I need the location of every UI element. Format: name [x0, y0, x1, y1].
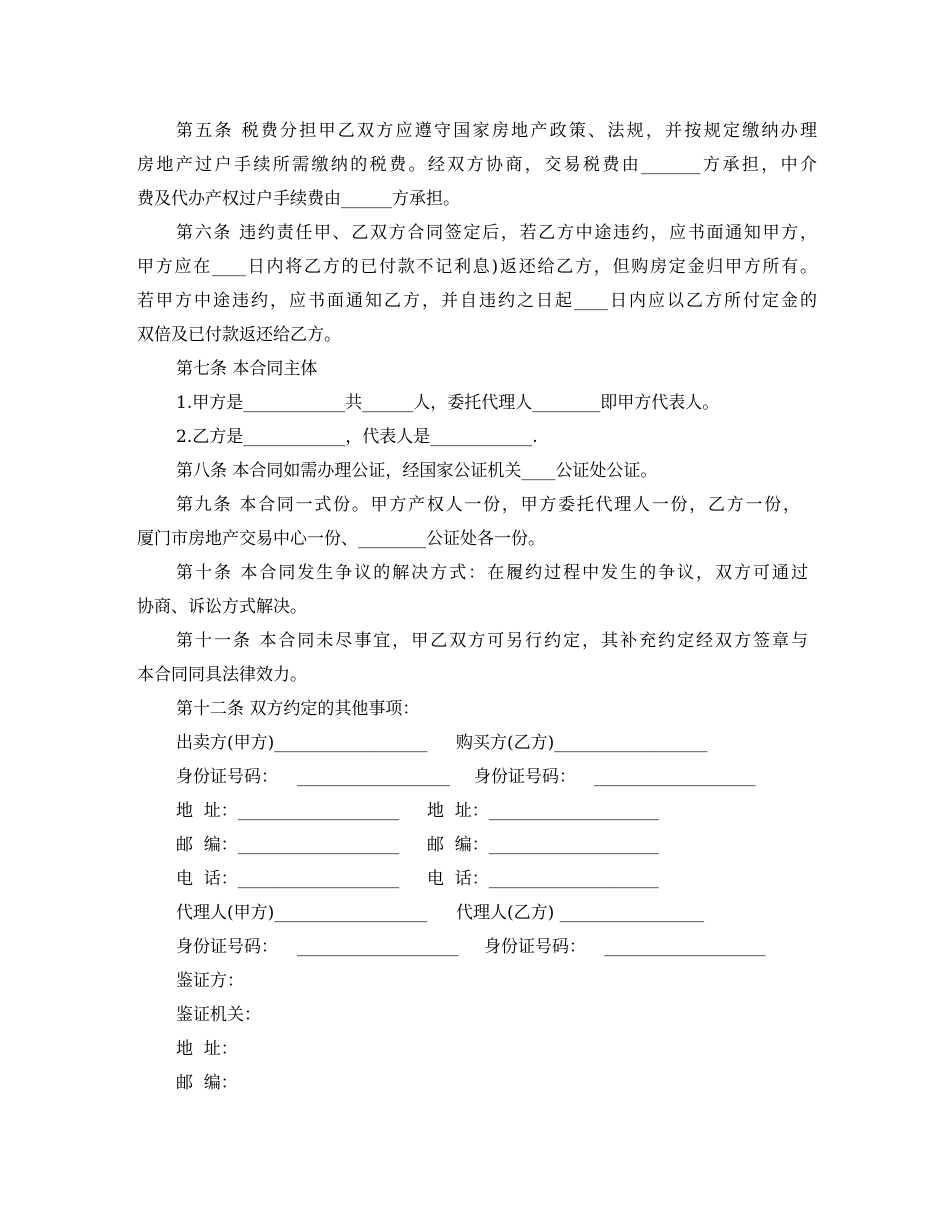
seller-zip-field: 邮 编：___________________ [176, 835, 400, 855]
art8-line-1: 第八条 本合同如需办理公证，经国家公证机关____公证处公证。 [176, 461, 658, 481]
seller-agent-field: 代理人(甲方)__________________ [176, 903, 428, 923]
buyer-address-field: 地 址：____________________ [427, 801, 659, 821]
art7-item-1: 1.甲方是____________共______人，委托代理人________即甲方代表人。 [176, 393, 720, 413]
art6-line-1: 第六条 违约责任甲、乙双方合同签定后，若乙方中途违约，应书面通知甲方， [176, 223, 817, 243]
buyer-id-label: 身份证号码： [474, 767, 576, 787]
verification-authority-label: 鉴证机关： [176, 1005, 261, 1025]
buyer-zip-field: 邮 编：____________________ [427, 835, 659, 855]
buyer-agent-id-label: 身份证号码： [484, 937, 586, 957]
seller-address-field: 地 址：___________________ [176, 801, 400, 821]
buyer-field: 购买方(乙方)__________________ [456, 733, 708, 753]
seller-field: 出卖方(甲方)__________________ [176, 733, 428, 753]
buyer-agent-field: 代理人(乙方) _________________ [456, 903, 705, 923]
buyer-phone-field: 电 话：____________________ [427, 869, 659, 889]
art5-line-2: 房地产过户手续所需缴纳的税费。经双方协商，交易税费由_______方承担，中介 [137, 155, 817, 175]
seller-phone-field: 电 话：___________________ [176, 869, 400, 889]
art5-line-3: 费及代办产权过户手续费由______方承担。 [137, 189, 460, 209]
art6-line-3: 若甲方中途违约，应书面通知乙方，并自违约之日起____日内应以乙方所付定金的 [137, 291, 817, 311]
art6-line-2: 甲方应在____日内将乙方的已付款不记利息)返还给乙方，但购房定金归甲方所有。 [137, 257, 817, 277]
art10-line-1: 第十条 本合同发生争议的解决方式：在履约过程中发生的争议，双方可通过 [176, 563, 808, 583]
art5-line-1: 第五条 税费分担甲乙双方应遵守国家房地产政策、法规，并按规定缴纳办理 [176, 121, 817, 141]
buyer-agent-id-blank: ___________________ [604, 937, 766, 957]
buyer-id-blank: ___________________ [594, 767, 756, 787]
art9-line-2: 厦门市房地产交易中心一份、________公证处各一份。 [137, 529, 545, 549]
seller-agent-id-blank: ___________________ [297, 937, 459, 957]
verifier-label: 鉴证方： [176, 971, 244, 991]
art11-line-2: 本合同同具法律效力。 [137, 665, 307, 685]
art10-line-2: 协商、诉讼方式解决。 [137, 597, 307, 617]
art7-item-2: 2.乙方是____________，代表人是____________. [176, 427, 538, 447]
art12-heading: 第十二条 双方约定的其他事项： [176, 699, 420, 719]
art7-heading: 第七条 本合同主体 [176, 359, 318, 379]
verification-zip-label: 邮 编： [176, 1073, 238, 1093]
art11-line-1: 第十一条 本合同未尽事宜，甲乙双方可另行约定，其补充约定经双方签章与 [176, 631, 808, 651]
art9-line-1: 第九条 本合同一式份。甲方产权人一份，甲方委托代理人一份，乙方一份， [176, 495, 800, 515]
seller-agent-id-label: 身份证号码： [176, 937, 278, 957]
verification-address-label: 地 址： [176, 1039, 238, 1059]
seller-id-blank: __________________ [297, 767, 450, 787]
art6-line-4: 双倍及已付款返还给乙方。 [137, 325, 341, 345]
seller-id-label: 身份证号码： [176, 767, 278, 787]
